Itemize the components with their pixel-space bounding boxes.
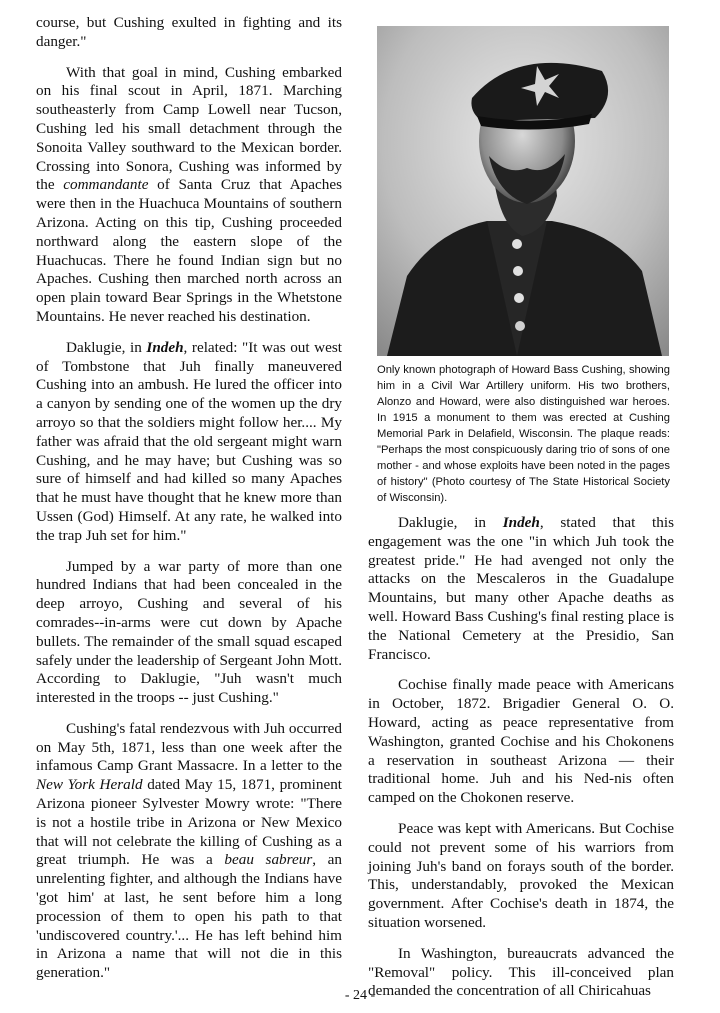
left-column [36, 14, 342, 995]
paragraph: With that goal in mind, Cushing embarked on his final scout in April, 1871. Marching southeasterly from Camp Lowell near Tucson, Cushing led his small detachment through the Sonoita Valley southward to the Mexican border. Crossing into Sonora, Cushing was informed by the commandante of Santa Cruz that Apaches were then in the Huachuca Mountains of southern Arizona. Acting on this tip, Cushing proceeded northward along the eastern slope of the Huachucas. There he found Indian sign but no Apaches. Cushing then marched north across an open plain toward Bear Springs in the Whetstone Mountains. He never reached his destination. [36, 63, 343, 325]
paragraph: Daklugie, in Indeh, related: "It was out west of Tombstone that Juh finally maneuvered Cushing into an ambush. He lured the officer into a canyon by sending one of the women up the dry arroyo so that the soldiers might follow her.... My father was afraid that the old sergeant might warn Cushing, and he may have; but Cushing was so sure of himself and had killed so many Apaches that he must have thought that he knew more than Ussen (God) Himself. At any rate, he walked into the trap Juh set for him." [36, 338, 343, 544]
portrait-image [377, 26, 669, 356]
paragraph: course, but Cushing exulted in fighting and its danger." [36, 14, 342, 50]
right-column [368, 514, 674, 1013]
paragraph: Daklugie, in Indeh, stated that this engagement was the one "in which Juh took the greatest pride." He had avenged not only the attacks on the Mescaleros in the Guadalupe Mountains, but many other Apache deaths as well. Howard Bass Cushing's final resting place is the National Cemetery at the Presidio, San Francisco. [368, 514, 674, 663]
paragraph: Cochise finally made peace with Americans in October, 1872. Brigadier General O. O. Howard, acting as peace representative from Washington, granted Cochise and his Chokonens a reservation in southeast Arizona — their traditional home. Juh and his Ned-nis often camped on the Chokonen reserve. [368, 676, 674, 807]
photo-caption: Only known photograph of Howard Bass Cushing, showing him in a Civil War Artillery uniform. His two brothers, Alonzo and Howard, were also distinguished war heroes. In 1915 a monument to them was erected at Cushing Memorial Park in Delafield, Wisconsin. The plaque reads: "Perhaps the most conspicuously daring trio of sons of one mother - and whose exploits have been noted in the pages of history" (Photo courtesy of The State Historical Society of Wisconsin). [377, 364, 670, 504]
page-number: - 24 - [344, 988, 376, 1003]
paragraph: Peace was kept with Americans. But Cochise could not prevent some of his warriors from joining Juh's band on forays south of the border. This, understandably, provoked the Mexican government. After Cochise's death in 1874, the situation worsened. [368, 819, 674, 931]
paragraph: In Washington, bureaucrats advanced the "Removal" policy. This ill-conceived plan demanded the concentration of all Chiricahuas [368, 944, 674, 1000]
paragraph: Jumped by a war party of more than one hundred Indians that had been concealed in the deep arroyo, Cushing and several of his comrades--in-arms were cut down by Apache bullets. The remainder of the small squad escaped safely under the leadership of Sergeant John Mott. According to Daklugie, "Juh wasn't much interested in the troops -- just Cushing." [36, 557, 342, 707]
portrait-photo [377, 26, 669, 356]
paragraph: Cushing's fatal rendezvous with Juh occurred on May 5th, 1871, less than one week after the infamous Camp Grant Massacre. In a letter to the New York Herald dated May 15, 1871, prominent Arizona pioneer Sylvester Mowry wrote: "There is not a hostile tribe in Arizona or New Mexico that will not celebrate the killing of Cushing as a great triumph. He was a beau sabreur, an unrelenting fighter, and although the Indians have 'got him' at last, he sent before him a long procession of them to open his path to that 'undiscovered country.'... He has left behind him in Arizona a name that will not die in this generation." [36, 719, 343, 982]
